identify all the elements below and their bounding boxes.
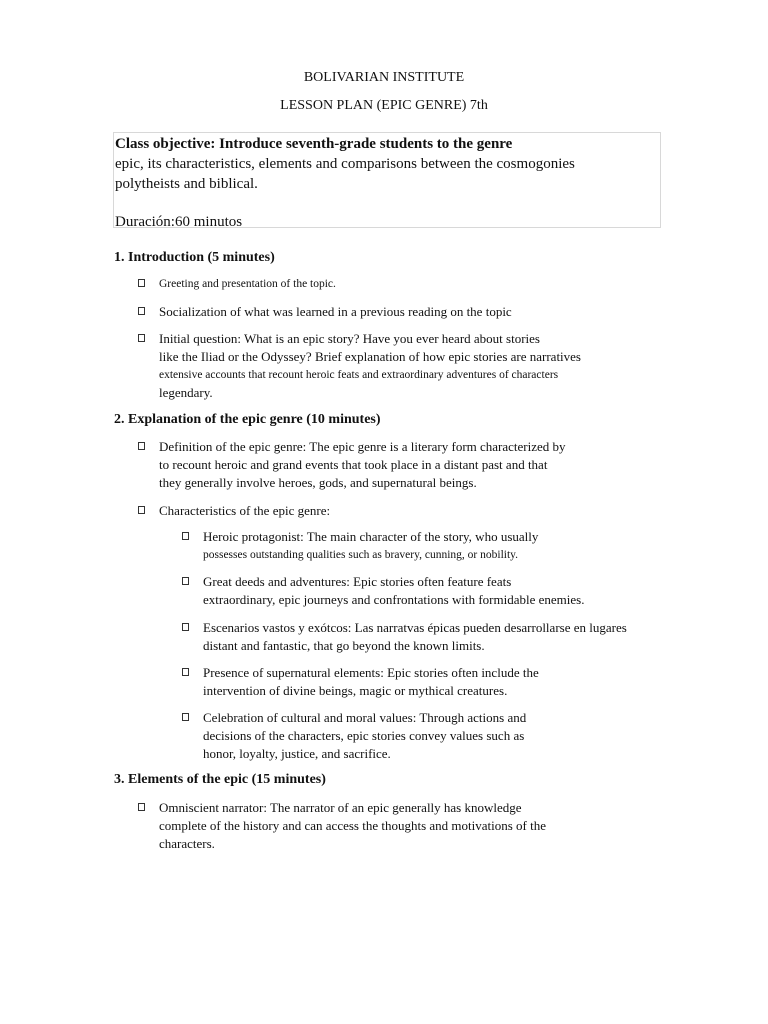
lesson-plan-title: LESSON PLAN (EPIC GENRE) 7th xyxy=(280,98,488,113)
checkbox-icon xyxy=(138,279,145,287)
sub-list-item: Celebration of cultural and moral values: Through actions and decisions of the characters, epic stories convey values such as honor, loyalty, justice, and sacrifice. xyxy=(203,709,703,763)
checkbox-icon xyxy=(138,506,145,514)
duration-text: Duración:60 minutos xyxy=(115,214,243,230)
section-title-elements: 3. Elements of the epic (15 minutes) xyxy=(114,772,326,787)
checkbox-icon xyxy=(182,532,189,540)
sub-list-item: Escenarios vastos y exótcos: Las narratvas épicas pueden desarrollarse en lugares distant and fantastic, that go beyond the known limits. xyxy=(203,619,703,655)
list-item: Initial question: What is an epic story? Have you ever heard about stories like the Iliad or the Odyssey? Brief explanation of how epic stories are narratives extensive accounts that recount heroic feats and extraordinary adventures of characters legendary. xyxy=(159,330,659,402)
checkbox-icon xyxy=(138,334,145,342)
list-item: Omniscient narrator: The narrator of an epic generally has knowledge complete of the history and can access the thoughts and motivations of the characters. xyxy=(159,799,659,853)
checkbox-icon xyxy=(138,803,145,811)
sub-list-item: Heroic protagonist: The main character of the story, who usually possesses outstanding qualities such as bravery, cunning, or nobility. xyxy=(203,528,703,564)
objective-heading: Class objective: Introduce seventh-grade students to the genre xyxy=(115,136,513,152)
spacer xyxy=(115,194,660,212)
checkbox-icon xyxy=(138,442,145,450)
checkbox-icon xyxy=(182,713,189,721)
sub-list-item: Great deeds and adventures: Epic stories often feature feats extraordinary, epic journeys and confrontations with formidable enemies. xyxy=(203,573,703,609)
checkbox-icon xyxy=(182,577,189,585)
institute-name: BOLIVARIAN INSTITUTE xyxy=(303,70,465,85)
sub-list-item: Presence of supernatural elements: Epic stories often include the intervention of divine beings, magic or mythical creatures. xyxy=(203,664,703,700)
list-item: Definition of the epic genre: The epic genre is a literary form characterized by to recount heroic and grand events that took place in a distant past and that they generally involve heroes, gods, and supernatural beings. xyxy=(159,438,659,492)
objective-line: epic, its characteristics, elements and comparisons between the cosmogonies xyxy=(115,156,575,172)
checkbox-icon xyxy=(182,623,189,631)
section-title-explanation: 2. Explanation of the epic genre (10 minutes) xyxy=(114,412,381,427)
checkbox-icon xyxy=(182,668,189,676)
objective-line: polytheists and biblical. xyxy=(115,176,258,192)
list-item: Characteristics of the epic genre: xyxy=(159,502,659,520)
list-item: Socialization of what was learned in a previous reading on the topic xyxy=(159,303,659,321)
objective-box xyxy=(113,132,661,228)
section-title-introduction: 1. Introduction (5 minutes) xyxy=(114,250,275,265)
checkbox-icon xyxy=(138,307,145,315)
list-item: Greeting and presentation of the topic. xyxy=(159,275,659,293)
